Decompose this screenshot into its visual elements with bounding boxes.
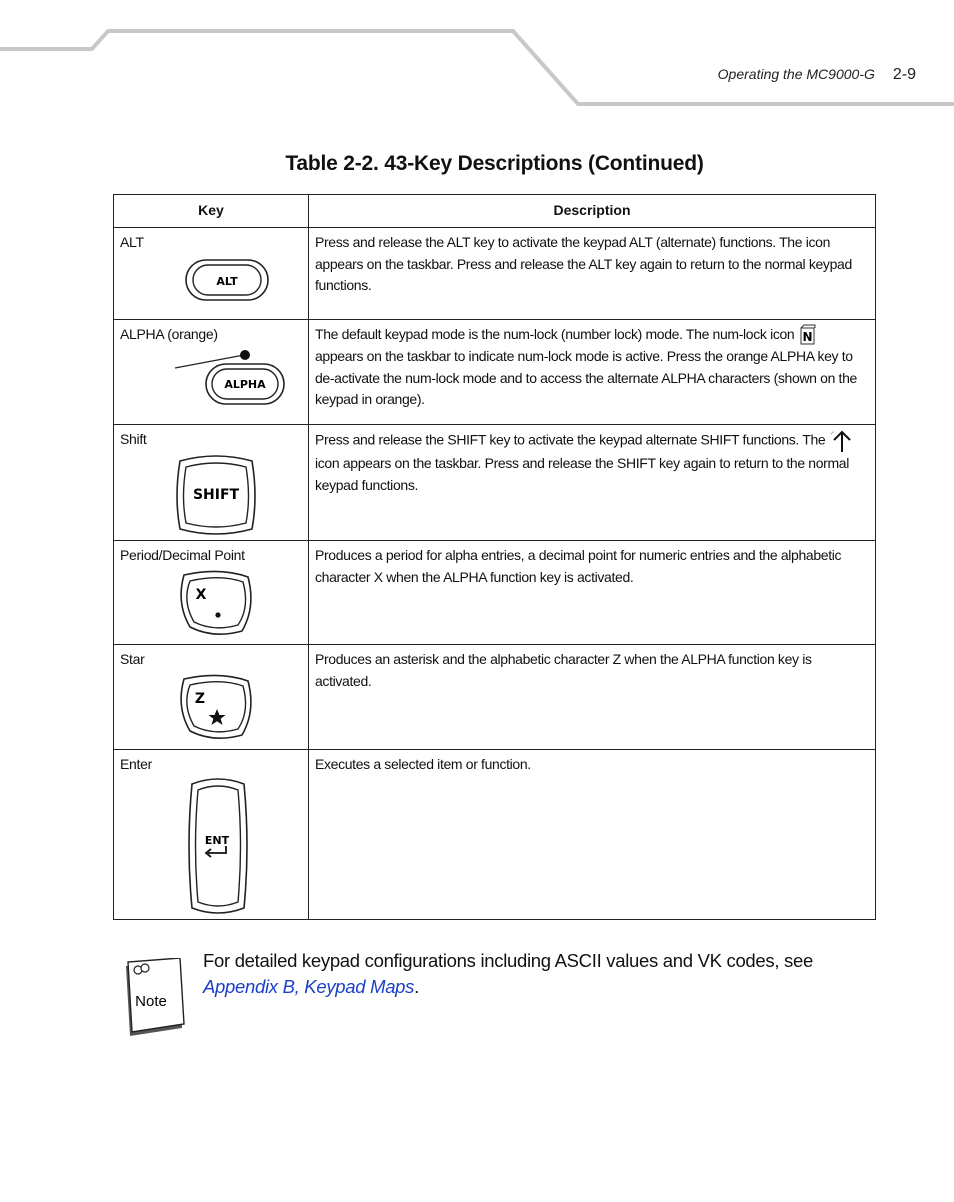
description-cell — [309, 541, 876, 645]
star-key-label: Z — [194, 690, 206, 707]
key-name: Period/Decimal Point — [120, 547, 245, 563]
description-text: Press and release the SHIFT key to activate the keypad alternate SHIFT functions. The — [315, 431, 826, 448]
period-key-icon — [120, 567, 300, 637]
alt-key-label: ALT — [216, 274, 238, 288]
key-name: ALPHA (orange) — [120, 326, 218, 342]
running-header — [600, 66, 916, 84]
running-title: Operating the MC9000-G — [717, 66, 875, 82]
description-cell — [309, 320, 876, 425]
appendix-link[interactable]: Appendix B, Keypad Maps — [203, 976, 415, 997]
alpha-key-label: ALPHA — [224, 377, 266, 391]
note-text — [203, 948, 863, 1000]
key-name: Shift — [120, 431, 147, 447]
description-text: The default keypad mode is the num-lock (number lock) mode. The num-lock icon — [315, 326, 795, 342]
description-cell — [309, 750, 876, 920]
table-row — [114, 320, 876, 425]
key-name: ALT — [120, 234, 144, 250]
key-cell — [114, 645, 309, 750]
description-text-cont: appears on the taskbar to indicate num-lock mode is active. Press the orange ALPHA key to de-activate the num-lock mode and to access the alternate ALPHA characters (shown on the keypad in orange). — [315, 348, 857, 408]
note-body: For detailed keypad configurations including ASCII values and VK codes, see — [203, 950, 813, 971]
enter-key-icon — [120, 776, 300, 916]
shift-key-label: SHIFT — [192, 486, 240, 503]
shift-key-icon — [120, 451, 300, 539]
description-text: Produces a period for alpha entries, a decimal point for numeric entries and the alphabetic character X when the ALPHA function key is activated. — [315, 547, 842, 585]
note-icon-label: Note — [135, 993, 167, 1010]
table-title: Table 2-2. 43-Key Descriptions (Continued) — [285, 152, 704, 175]
num-lock-icon — [798, 324, 818, 346]
key-descriptions-table — [113, 194, 876, 920]
key-name: Enter — [120, 756, 152, 772]
num-lock-icon-label: N — [802, 330, 813, 345]
description-text-cont: icon appears on the taskbar. Press and release the SHIFT key again to return to the normal keypad functions. — [315, 455, 850, 493]
period-key-label: X — [195, 586, 207, 603]
table-row — [114, 750, 876, 920]
description-cell — [309, 425, 876, 541]
header-rule — [0, 0, 954, 110]
column-header-key: Key — [114, 195, 309, 228]
key-cell — [114, 320, 309, 425]
shift-arrow-icon — [829, 429, 855, 453]
alt-key-icon — [120, 254, 300, 306]
key-cell — [114, 228, 309, 320]
page-number: 2-9 — [892, 66, 916, 83]
key-name: Star — [120, 651, 145, 667]
table-row — [114, 228, 876, 320]
table-row — [114, 541, 876, 645]
description-text: Press and release the ALT key to activate the keypad ALT (alternate) functions. The icon appears on the taskbar. Press and release the ALT key again to return to the normal keypad functions. — [315, 234, 852, 293]
description-text: Executes a selected item or function. — [315, 756, 531, 772]
table-row — [114, 645, 876, 750]
description-cell — [309, 645, 876, 750]
table-row — [114, 425, 876, 541]
alpha-key-icon — [120, 346, 300, 410]
note-trailing: . — [414, 976, 419, 997]
column-header-description: Description — [309, 195, 876, 228]
note-icon — [120, 958, 186, 1040]
key-cell — [114, 425, 309, 541]
key-cell — [114, 750, 309, 920]
enter-key-label: ENT — [204, 833, 230, 847]
star-key-icon — [120, 671, 300, 741]
description-cell — [309, 228, 876, 320]
key-cell — [114, 541, 309, 645]
table-header-row — [114, 195, 876, 228]
description-text: Produces an asterisk and the alphabetic character Z when the ALPHA function key is activated. — [315, 651, 812, 689]
